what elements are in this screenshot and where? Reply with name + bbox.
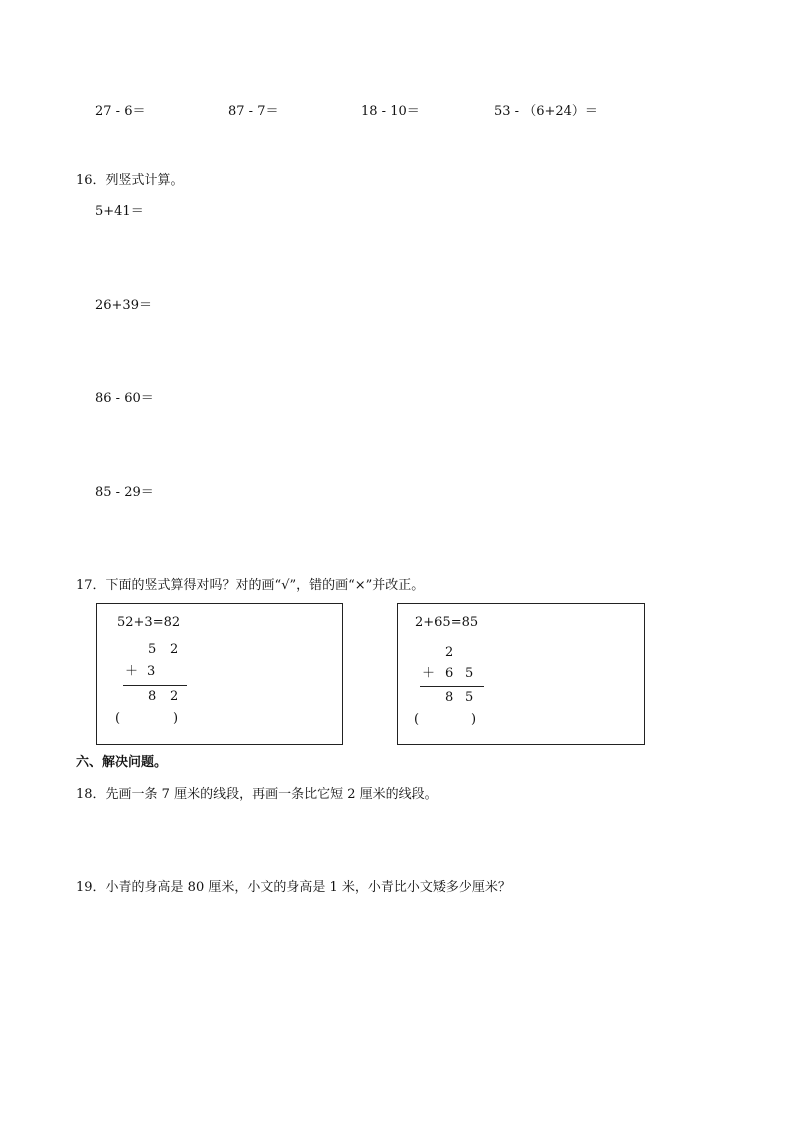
box2-sum-line [420, 686, 484, 687]
q17-box-1 [96, 603, 343, 745]
q19-text: 19．小青的身高是 80 厘米，小文的身高是 1 米，小青比小文矮多少厘米？ [76, 880, 511, 895]
q16-item-1: 5+41＝ [95, 204, 144, 219]
box2-result-digit-2: 5 [465, 690, 474, 705]
box1-result-digit-1: 8 [148, 689, 157, 704]
top-problem-2: 87 - 7＝ [228, 104, 279, 119]
box1-bottom-digit-1: 3 [147, 664, 156, 679]
q18-text: 18．先画一条 7 厘米的线段，再画一条比它短 2 厘米的线段。 [76, 787, 438, 802]
q16-item-2: 26+39＝ [95, 298, 152, 313]
q16-item-3: 86 - 60＝ [95, 391, 154, 406]
box1-answer-paren-open: ( [115, 711, 121, 726]
q16-item-4: 85 - 29＝ [95, 485, 154, 500]
q17-title: 17．下面的竖式算得对吗？对的画“√”，错的画“×”并改正。 [76, 578, 425, 593]
box1-top-digit-1: 5 [148, 642, 157, 657]
box2-bottom-digit-1: 6 [445, 666, 454, 681]
box1-equation: 52+3=82 [117, 615, 181, 630]
box2-result-digit-1: 8 [445, 690, 454, 705]
box2-answer-paren-open: ( [414, 712, 420, 727]
q16-title: 16．列竖式计算。 [76, 173, 184, 188]
top-problem-4: 53 - （6+24）＝ [494, 104, 598, 119]
box2-answer-paren-close: ) [471, 712, 477, 727]
top-problem-3: 18 - 10＝ [361, 104, 420, 119]
box2-plus-sign: ＋ [422, 666, 436, 681]
box2-top-digit-1: 2 [445, 645, 454, 660]
box1-top-digit-2: 2 [170, 642, 179, 657]
box2-bottom-digit-2: 5 [465, 666, 474, 681]
box2-equation: 2+65=85 [415, 615, 479, 630]
box1-sum-line [123, 685, 187, 686]
q17-box-2 [397, 603, 645, 745]
section-6-title: 六、解决问题。 [76, 755, 168, 770]
box1-result-digit-2: 2 [170, 689, 179, 704]
box1-plus-sign: ＋ [125, 664, 139, 679]
box1-answer-paren-close: ) [173, 711, 179, 726]
top-problem-1: 27 - 6＝ [95, 104, 146, 119]
